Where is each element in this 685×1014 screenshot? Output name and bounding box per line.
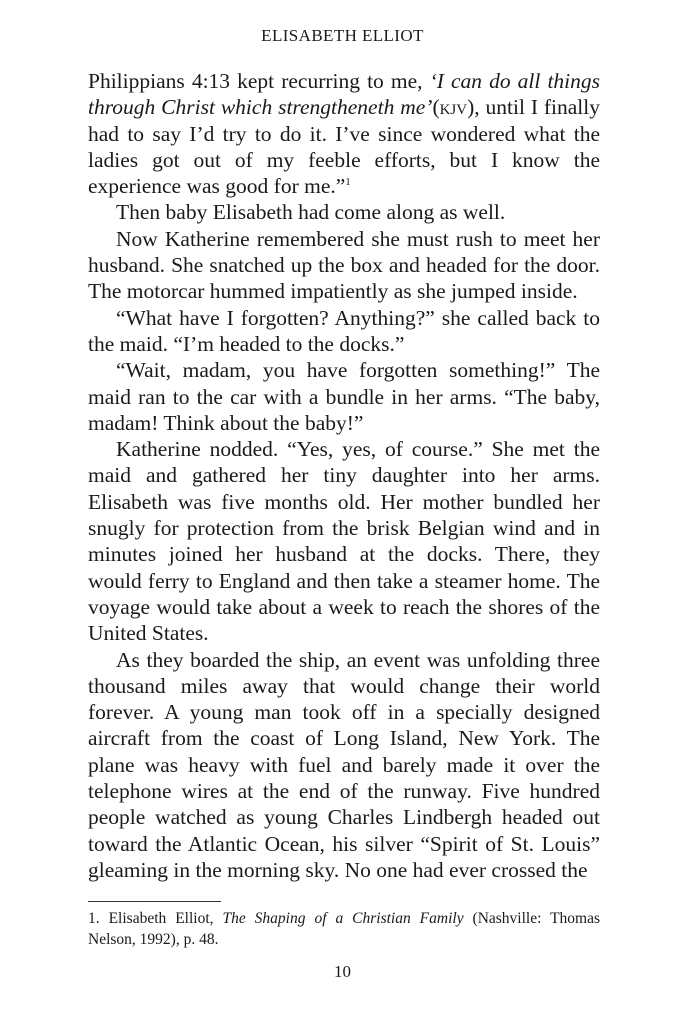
kjv-abbreviation: (kjv) xyxy=(432,95,475,120)
paragraph-3: Now Katherine remembered she must rush to meet her husband. She snatched up the box and headed for the door. The motorcar hummed impatiently as she jumped inside. xyxy=(88,226,600,304)
paragraph-7: As they boarded the ship, an event was unfolding three thousand miles away that would change their world forever. A young man took off in a specially designed aircraft from the coast of Long Island, New York. The plane was heavy with fuel and barely made it over the telephone wires at the end of the runway. Five hundred people watched as young Charles Lindbergh headed out toward the Atlantic Ocean, his silver “Spirit of St. Louis” gleaming in the morning sky. No one had ever crossed the xyxy=(88,647,600,882)
paragraph-1-text-b: , until I finally had to say I’d try to do it. I’ve since wondered what the ladies got out of my feeble efforts, but I know the experience was good for me.” xyxy=(88,95,601,199)
footnote xyxy=(88,908,600,950)
running-head: ELISABETH ELLIOT xyxy=(261,26,424,45)
footnote-divider xyxy=(88,901,221,902)
page-number: 10 xyxy=(334,962,351,981)
footnote-book-title: The Shaping of a Christian Family xyxy=(222,910,464,927)
paragraph-5: “Wait, madam, you have forgotten something!” The maid ran to the car with a bundle in her arms. “The baby, madam! Think about the baby!” xyxy=(88,358,600,435)
paragraph-4: “What have I forgotten? Anything?” she called back to the maid. “I’m headed to the docks.” xyxy=(88,305,600,356)
paragraph-2: Then baby Elisabeth had come along as well. xyxy=(116,200,506,225)
body-text xyxy=(88,68,600,883)
footnote-reference[interactable]: 1 xyxy=(345,176,351,189)
paragraph-6: Katherine nodded. “Yes, yes, of course.” She met the maid and gathered her tiny daughter into her arms. Elisabeth was five months old. Her mother bundled her snugly for protection from the brisk Belgian wind and in minutes joined her husband at the docks. There, they would ferry to England and then take a steamer home. The voyage would take about a week to reach the shores of the United States. xyxy=(88,437,600,646)
footnote-citation: (Nashville: Thomas Nelson, 1992), p. 48. xyxy=(88,910,601,948)
paragraph-1 xyxy=(88,68,600,199)
footnote-lead: 1. Elisabeth Elliot, xyxy=(88,910,223,927)
scripture-quote: ‘I can do all things through Christ which strengtheneth me’ xyxy=(88,69,601,120)
paragraph-1-text-a: Philippians 4:13 kept recurring to me, xyxy=(88,69,430,93)
